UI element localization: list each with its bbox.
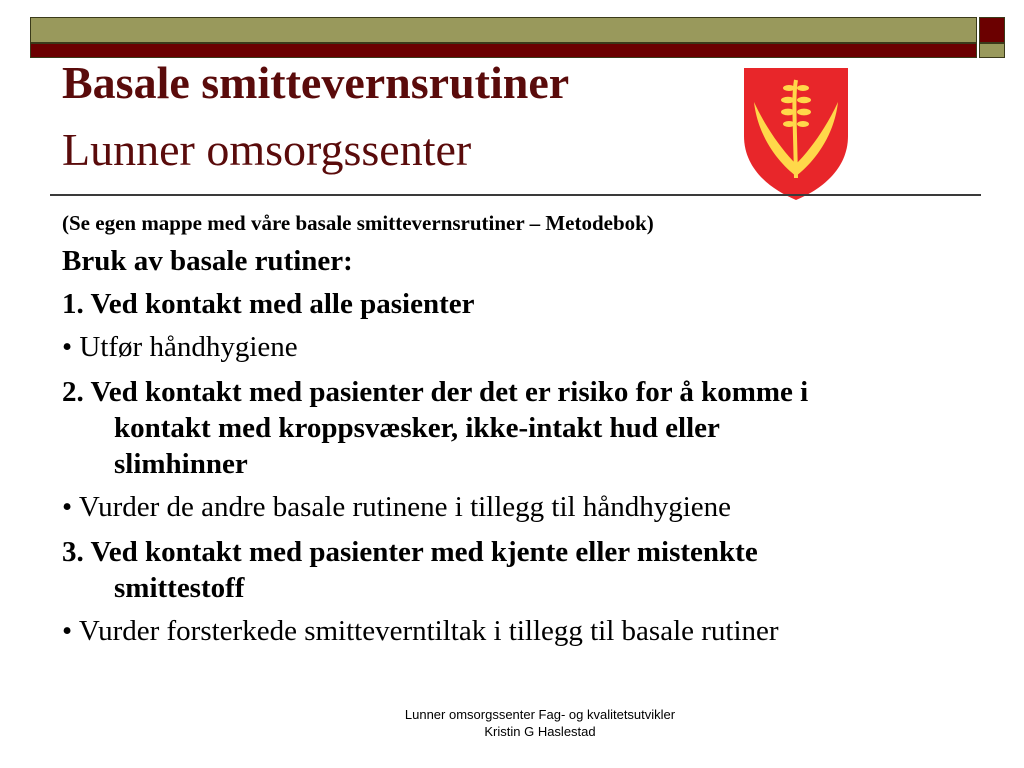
numbered-item-1: 1. Ved kontakt med alle pasienter bbox=[62, 288, 475, 320]
header-bar-maroon bbox=[30, 43, 977, 58]
corner-square-olive bbox=[979, 43, 1005, 58]
slide-subtitle: Lunner omsorgssenter bbox=[62, 124, 472, 175]
coat-of-arms-shield-icon bbox=[740, 66, 852, 202]
numbered-item-2-line-2: kontakt med kroppsvæsker, ikke-intakt hud eller bbox=[114, 412, 720, 444]
numbered-item-3 bbox=[62, 534, 992, 606]
numbered-item-2-line-3: slimhinner bbox=[114, 448, 248, 480]
slide-title: Basale smittevernsrutiner bbox=[62, 57, 570, 108]
slide-body bbox=[62, 208, 992, 658]
bullet-item-3: • Vurder forsterkede smitteverntiltak i tillegg til basale rutiner bbox=[62, 615, 779, 647]
corner-square-maroon bbox=[979, 17, 1005, 43]
numbered-item-2 bbox=[62, 374, 992, 482]
numbered-item-3-line-2: smittestoff bbox=[114, 572, 245, 604]
numbered-item-2-line-1: 2. Ved kontakt med pasienter der det er risiko for å komme i bbox=[62, 376, 809, 408]
numbered-item-3-line-1: 3. Ved kontakt med pasienter med kjente eller mistenkte bbox=[62, 536, 758, 568]
header-bar-olive bbox=[30, 17, 977, 43]
footer-line-1: Lunner omsorgssenter Fag- og kvalitetsutvikler bbox=[404, 707, 676, 722]
bullet-item-2: • Vurder de andre basale rutinene i tillegg til håndhygiene bbox=[62, 491, 732, 523]
title-divider bbox=[50, 194, 981, 196]
bullet-item-1: • Utfør håndhygiene bbox=[62, 331, 298, 363]
section-heading: Bruk av basale rutiner: bbox=[62, 245, 353, 277]
footer-line-2: Kristin G Haslestad bbox=[484, 724, 596, 739]
method-note: (Se egen mappe med våre basale smittevernsrutiner – Metodebok) bbox=[62, 211, 654, 235]
slide-footer bbox=[300, 706, 780, 740]
